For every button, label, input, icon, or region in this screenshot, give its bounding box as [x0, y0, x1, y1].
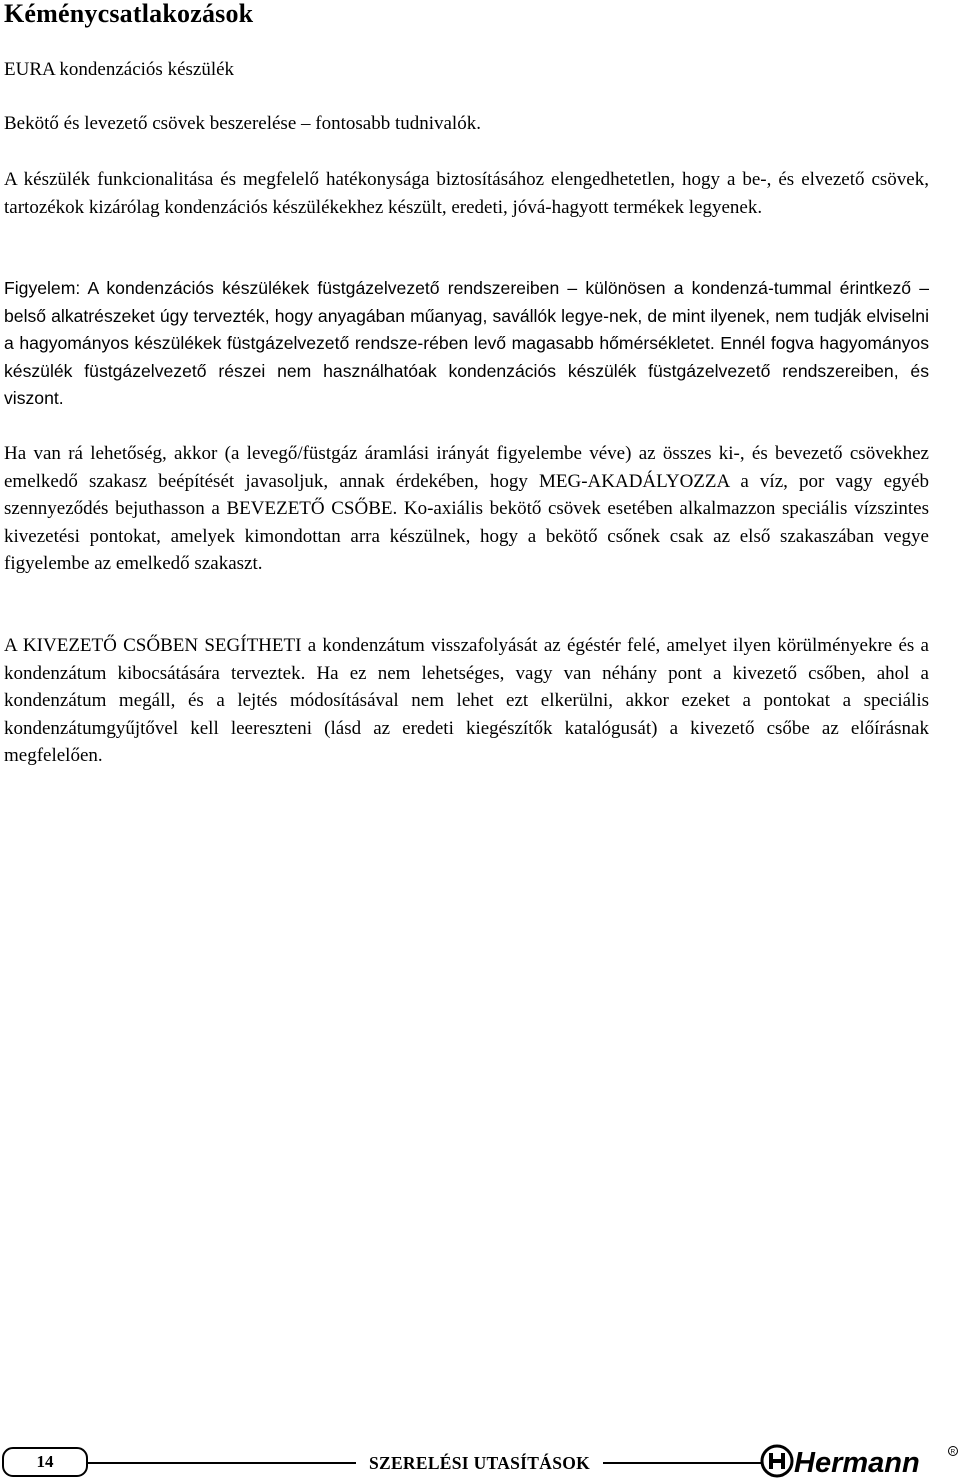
page-subtitle: EURA kondenzációs készülék [4, 59, 235, 80]
footer-title: SZERELÉSI UTASÍTÁSOK [368, 1453, 591, 1473]
svg-text:R: R [950, 1448, 956, 1456]
footer-divider-left [88, 1462, 356, 1464]
page-footer [0, 1440, 960, 1482]
paragraph-warning: Figyelem: A kondenzációs készülékek füstgázelvezető rendszereiben – különösen a kondenzá-tummal érintkező – belső alkatrészeket úgy tervezték, hogy anyagában műanyag, savállók legye-nek, de mint ilyenek, nem tudják elviselni a hagyományos készülékek füstgázelvezető rendsze-rében levő magasabb hőmérsékletet. Ennél fogva hagyományos készülék füstgázelvezető részei nem használhatóak kondenzációs készülék füstgázelvezető rendszereiben, és viszont. [4, 278, 929, 408]
paragraph-rising-section: Ha van rá lehetőség, akkor (a levegő/füstgáz áramlási irányát figyelembe véve) az összes ki-, és bevezető csövekhez emelkedő szakasz beépítését javasoljuk, annak érdekében, hogy MEG-AKADÁLYOZZA a víz, por vagy egyéb szennyeződés bejuthasson a BEVEZETŐ CSŐBE. Ko-axiális bekötő csövek esetében alkalmazzon speciális vízszintes kivezetési pontokat, amelyek kimondottan arra készülnek, hogy a bekötő csőnek csak az első szakaszában vegye figyelembe az emelkedő szakaszt. [4, 443, 929, 574]
page-title: Kéménycsatlakozások [4, 0, 254, 28]
intro-line: Bekötő és levezető csövek beszerelése – fontosabb tudnivalók. [4, 113, 481, 134]
brand-wordmark: Hermann [794, 1447, 920, 1478]
paragraph-condensate: A KIVEZETŐ CSŐBEN SEGÍTHETI a kondenzátum visszafolyását az égéstér felé, amelyet ilyen körülményekre és a kondenzátum kibocsátására terveztek. Ha ez nem lehetséges, vagy van néhány pont a kivezető csőben, ahol a kondenzátum megáll, és a lejtés módosításával nem lehet ezt elkerülni, akkor ezeket a pontokat a speciális kondenzátumgyűjtővel kell leereszteni (lásd az eredeti kiegészítők katalógusát) a kivezető csőbe az előírásnak megfelelően. [4, 635, 929, 766]
page-number: 14 [2, 1447, 88, 1477]
paragraph-functionality: A készülék funkcionalitása és megfelelő hatékonysága biztosításához elengedhetetlen, hogy a be-, és elvezető csövek, tartozékok kizárólag kondenzációs készülékekhez készült, eredeti, jóvá-hagyott termékek legyenek. [4, 169, 929, 218]
hermann-logo [760, 1444, 960, 1478]
footer-divider-right [603, 1462, 763, 1464]
